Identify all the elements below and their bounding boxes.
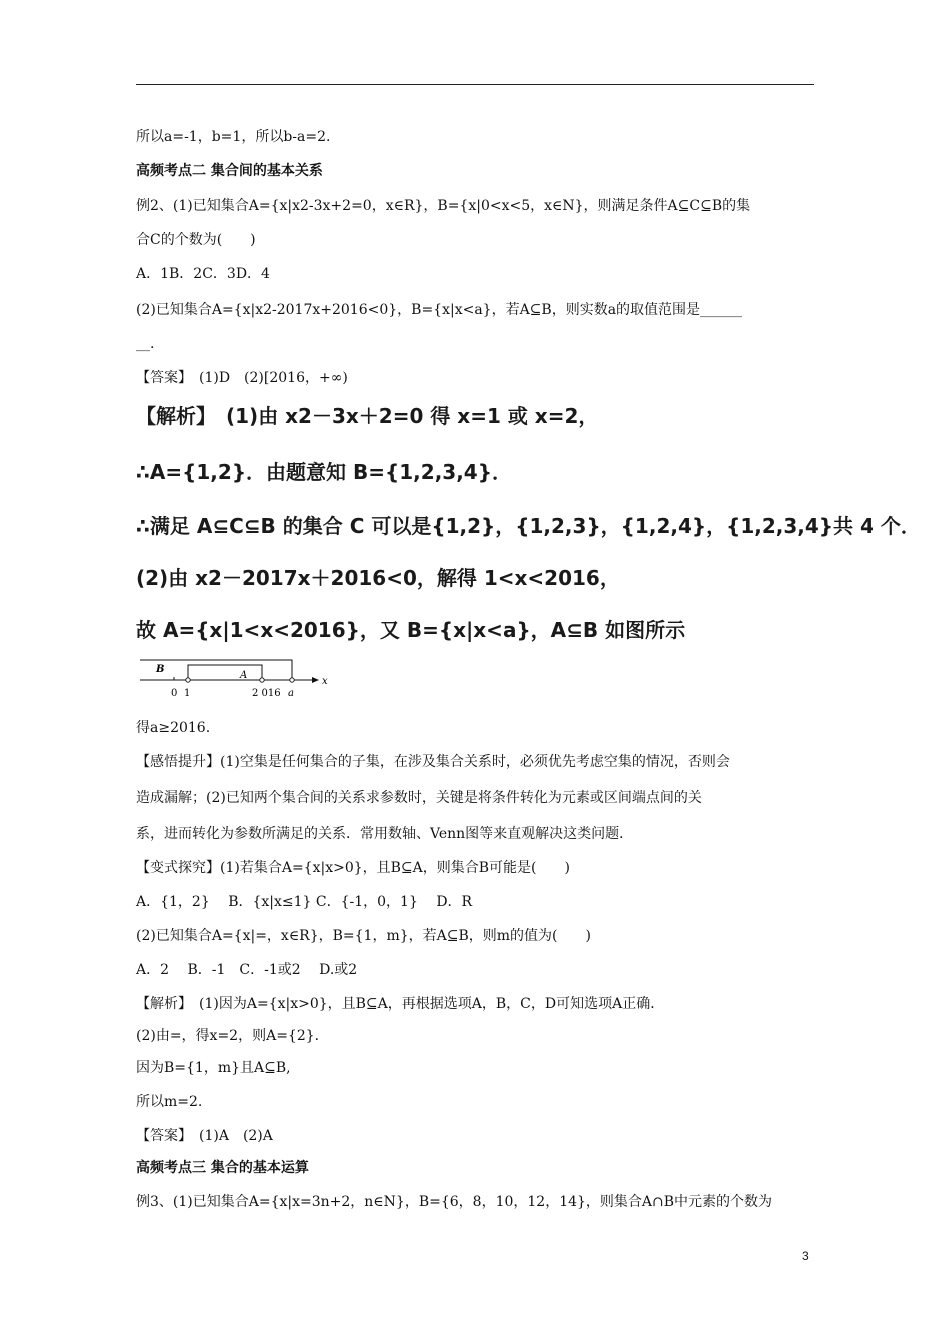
tick-label-a: a: [288, 688, 294, 699]
label-b: B: [156, 664, 165, 675]
solution-image-line: (2)由 x2－2017x＋2016<0，解得 1<x<2016，: [136, 566, 620, 590]
text-line: 得a≥2016.: [136, 720, 211, 736]
number-line-figure: [136, 654, 336, 700]
text-line: 例3、(1)已知集合A={x|x=3n+2，n∈N}，B={6，8，10，12，14}，则集合A∩B中元素的个数为: [136, 1194, 773, 1210]
text-line: 因为B={1，m}且A⊆B,: [136, 1060, 291, 1076]
text-line: 系，进而转化为参数所满足的关系．常用数轴、Venn图等来直观解决这类问题．: [136, 826, 634, 842]
open-point-a: [290, 678, 294, 682]
section-heading: 高频考点三 集合的基本运算: [136, 1160, 309, 1176]
solution-image-line: 故 A={x|1<x<2016}，又 B={x|x<a}，A⊆B 如图所示: [136, 618, 686, 642]
text-line: A．1B．2C．3D．4: [136, 266, 270, 282]
section-heading: 高频考点二 集合间的基本关系: [136, 163, 323, 179]
text-line: 所以a=-1，b=1，所以b-a=2.: [136, 129, 331, 145]
axis-arrow-icon: [312, 677, 319, 683]
solution-image-line: ∴满足 A⊆C⊆B 的集合 C 可以是{1,2}，{1,2,3}，{1,2,4}，{1,2,3,4}共 4 个．: [136, 514, 921, 538]
text-line: 【解析】 (1)因为A={x|x>0}，且B⊆A，再根据选项A，B，C，D可知选项A正确．: [136, 996, 665, 1012]
text-line: (2)已知集合A={x|x2-2017x+2016<0}，B={x|x<a}，若A⊆B，则实数a的取值范围是______: [136, 302, 743, 318]
text-line: 合C的个数为( ): [136, 232, 256, 248]
set-a-interval: [188, 665, 262, 680]
answer-line: 【答案】 (1)D (2)[2016，+∞): [136, 370, 348, 386]
text-line: A．2 B．-1 C．-1或2 D.或2: [136, 962, 358, 978]
solution-image-line: 【解析】 (1)由 x2－3x＋2=0 得 x=1 或 x=2，: [136, 404, 599, 428]
text-line: 【感悟提升】(1)空集是任何集合的子集，在涉及集合关系时，必须优先考虑空集的情况，否则会: [136, 754, 730, 770]
label-a: A: [240, 670, 248, 681]
text-line: 造成漏解；(2)已知两个集合间的关系求参数时，关键是将条件转化为元素或区间端点间的关: [136, 790, 702, 806]
tick-label-2016: 2 016: [252, 688, 281, 699]
solution-image-line: ∴A={1,2}．由题意知 B={1,2,3,4}．: [136, 460, 512, 484]
text-line: __.: [136, 336, 155, 352]
open-point-2016: [260, 678, 264, 682]
text-line: 【变式探究】(1)若集合A={x|x>0}，且B⊆A，则集合B可能是( ): [136, 860, 570, 876]
tick-label-1: 1: [184, 688, 191, 699]
text-line: 所以m=2.: [136, 1094, 203, 1110]
answer-line: 【答案】 (1)A (2)A: [136, 1128, 273, 1144]
open-point-1: [186, 678, 190, 682]
text-line: 例2、(1)已知集合A={x|x2-3x+2=0，x∈R}，B={x|0<x<5，x∈N}，则满足条件A⊆C⊆B的集: [136, 198, 751, 214]
text-line: (2)由=，得x=2，则A={2}．: [136, 1028, 329, 1044]
axis-label-x: x: [322, 676, 328, 687]
text-line: A．{1，2} B．{x|x≤1} C．{-1，0，1} D．R: [136, 894, 473, 910]
header-rule: [136, 84, 814, 85]
page-number: 3: [802, 1249, 809, 1263]
tick-label-0: 0: [171, 688, 178, 699]
text-line: (2)已知集合A={x|=，x∈R}，B={1，m}，若A⊆B，则m的值为( ): [136, 928, 591, 944]
